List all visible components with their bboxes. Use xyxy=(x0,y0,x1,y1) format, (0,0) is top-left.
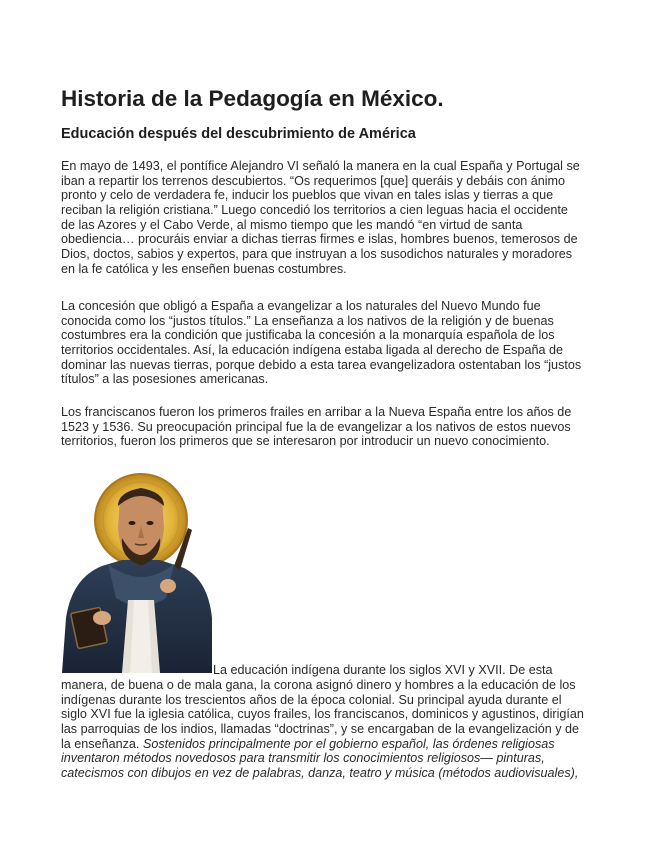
paragraph-4 xyxy=(61,678,601,781)
paragraph-line: reciban la religión cristiana.” Luego concedió los territorios a cien leguas hacia el occidente xyxy=(61,203,568,218)
italic-text: Sostenidos principalmente por el gobierno español, las órdenes religiosas xyxy=(142,736,555,751)
paragraph-line: Dios, doctos, sabios y expertos, para que instruyan a los susodichos naturales y moradores xyxy=(61,247,573,262)
paragraph-text: la enseñanza. xyxy=(61,736,140,751)
paragraph-line: costumbres era la condición que justificaba la concesión a la monarquía española de los xyxy=(61,328,555,343)
paragraph-line: Los franciscanos fueron los primeros frailes en arribar a la Nueva España entre los años de xyxy=(61,405,572,419)
paragraph-line: En mayo de 1493, el pontífice Alejandro VI señaló la manera en la cual España y Portugal se xyxy=(61,159,580,173)
section-subtitle: Educación después del descubrimiento de América xyxy=(61,126,416,142)
paragraph-line: en la fe católica y les enseñen buenas costumbres. xyxy=(61,261,347,276)
paragraph-line: conocida como los “justos títulos.” La enseñanza a los nativos de la religión y de buenas xyxy=(61,313,554,328)
paragraph-line: manera, de buena o de mala gana, la corona asignó dinero y hombres a la educación de los xyxy=(61,678,576,692)
paragraph-line: siglo XVI fue la iglesia católica, cuyos frailes, los franciscanos, dominicos y agustinos, dirigían xyxy=(61,707,584,722)
paragraph-1 xyxy=(61,159,601,277)
paragraph-line: iban a repartir los terrenos descubiertos. “Os requerimos [que] queráis y debáis con ánimo xyxy=(61,173,566,188)
paragraph-3 xyxy=(61,405,601,449)
paragraph-line: de las Azores y el Cabo Verde, al mismo tiempo que les mandó “en virtud de santa xyxy=(61,217,523,232)
paragraph-line: territorios, fueron los primeros que se interesaron por introducir un nuevo conocimiento. xyxy=(61,434,550,449)
paragraph-line: obediencia… procuráis enviar a dichas tierras firmes e islas, hombres buenos, temerosos de xyxy=(61,232,578,247)
paragraph-line: La concesión que obligó a España a evangelizar a los naturales del Nuevo Mundo fue xyxy=(61,299,541,313)
paragraph-line-mixed xyxy=(61,737,601,752)
friar-icon xyxy=(62,468,212,673)
italic-line: catecismos con dibujos en vez de palabras, danza, teatro y música (métodos audiovisuales), xyxy=(61,766,579,781)
page-title: Historia de la Pedagogía en México. xyxy=(61,86,444,111)
paragraph-line: dominar las nuevas tierras, porque debido a esta tarea evangelizadora ostentaban los “justos xyxy=(61,357,582,372)
paragraph-2 xyxy=(61,299,601,387)
friar-illustration xyxy=(62,468,212,673)
paragraph-line: pronto y celo de verdadera fe, inducir los pueblos que vivan en tales islas y tierras a que xyxy=(61,188,554,203)
paragraph-line: indígenas durante los trescientos años de la época colonial. Su principal ayuda durante el xyxy=(61,692,562,707)
paragraph-line: títulos” a las posesiones americanas. xyxy=(61,372,269,387)
paragraph-4-first-line: La educación indígena durante los siglos XVI y XVII. De esta xyxy=(213,663,553,677)
paragraph-line: 1523 y 1536. Su preocupación principal fue la de evangelizar a los nativos de estos nuevos xyxy=(61,419,571,434)
italic-line: inventaron métodos novedosos para transmitir los conocimientos religiosos— pinturas, xyxy=(61,751,545,766)
paragraph-line: territorios occidentales. Así, la educación indígena estaba ligada al derecho de España de xyxy=(61,343,563,358)
paragraph-line: las parroquias de los indios, llamadas “doctrinas”, y se encargaban de la evangelización y de xyxy=(61,722,580,737)
